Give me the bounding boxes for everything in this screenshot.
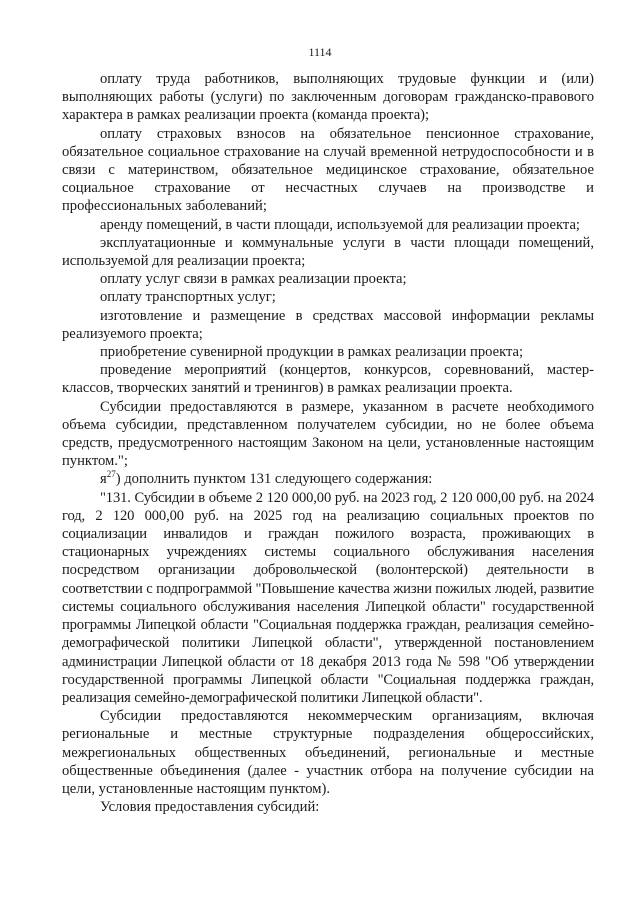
item-superscript: 27 — [106, 469, 116, 480]
paragraph-amendment-item — [62, 470, 594, 488]
paragraph-rent: аренду помещений, в части площади, используемой для реализации проекта; — [100, 216, 580, 233]
paragraph-subsidy-amount: Субсидии предоставляются в размере, указанном в расчете необходимого объема субсидии, представленном получателем субсидии, но не более объема средств, предусмотренного настоящим Законом на цели, установленные настоящим пунктом."; — [62, 398, 594, 470]
paragraph-communications: оплату услуг связи в рамках реализации проекта; — [100, 271, 407, 288]
document-body — [62, 70, 594, 816]
paragraph-conditions: Условия предоставления субсидий: — [100, 799, 320, 816]
paragraph-insurance: оплату страховых взносов на обязательное пенсионное страхование, обязательное социальное страхование на случай временной нетрудоспособности и в связи с материнством, обязательное медицинское страхование, обязательное социальное страхование от несчастных случаев на производстве и профессиональных заболеваний; — [62, 125, 594, 215]
item-letter: я — [100, 471, 107, 488]
page-number: 1114 — [308, 45, 332, 59]
paragraph-labor-payment: оплату труда работников, выполняющих трудовые функции и (или) выполняющих работы (услуги) по заключенным договорам гражданско-правового характера в рамках реализации проекта (команда проекта); — [62, 71, 594, 124]
paragraph-events: проведение мероприятий (концертов, конкурсов, соревнований, мастер-классов, творческих занятий и тренингов) в рамках реализации проекта. — [62, 362, 594, 397]
paragraph-transport: оплату транспортных услуг; — [100, 289, 276, 306]
paragraph-advertising: изготовление и размещение в средствах массовой информации рекламы реализуемого проекта; — [62, 307, 594, 342]
paragraph-131-subsidy: "131. Субсидии в объеме 2 120 000,00 руб. на 2023 год, 2 120 000,00 руб. на 2024 год, 2 120 000,00 руб. на 2025 год на реализацию социальных проектов по социализации инвалидов и граждан пожилого возраста, проживающих в стационарных учреждениях системы социального обслуживания населения посредством организации добровольческой (волонтерской) деятельности в соответствии с подпрограммой "Повышение качества жизни пожилых людей, развитие системы социального обслуживания населения Липецкой области" государственной программы Липецкой области "Социальная поддержка граждан, реализация семейно-демографической политики Липецкой области", утвержденной постановлением администрации Липецкой области от 18 декабря 2013 года № 598 "Об утверждении государственной программы Липецкой области "Социальная поддержка граждан, реализация семейно-демографической политики Липецкой области". — [62, 489, 594, 706]
paragraph-souvenirs: приобретение сувенирной продукции в рамках реализации проекта; — [100, 344, 524, 361]
paragraph-recipients: Субсидии предоставляются некоммерческим организациям, включая региональные и местные структурные подразделения общероссийских, межрегиональных общественных объединений, региональные и местные общественные объединения (далее - участник отбора на получение субсидии на цели, установленные настоящим пунктом). — [62, 708, 594, 797]
paragraph-utilities: эксплуатационные и коммунальные услуги в части площади помещений, используемой для реализации проекта; — [62, 234, 594, 270]
item-text: ) дополнить пунктом 131 следующего содержания: — [115, 471, 433, 488]
